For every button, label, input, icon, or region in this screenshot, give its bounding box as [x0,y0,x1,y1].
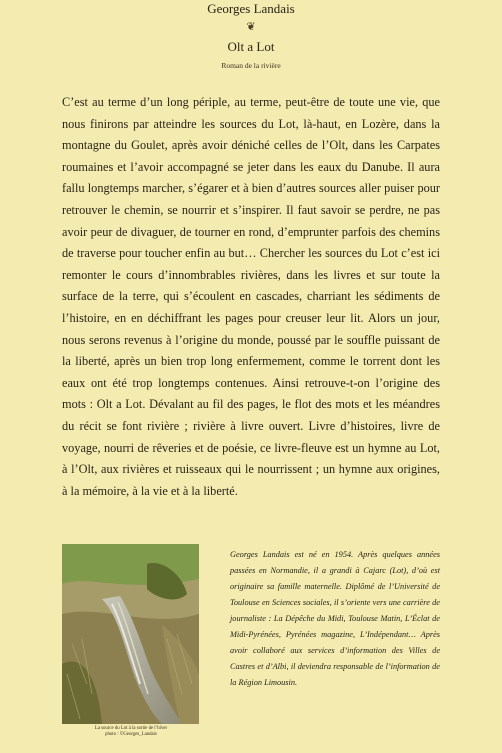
book-author: Georges Landais [207,1,295,16]
book-subtitle: Roman de la rivière [221,61,281,70]
river-source-image [62,544,199,724]
blurb-text: C’est au terme d’un long périple, au terme, peut-être de toute une vie, que nous finirons par atteindre les sources du Lot, là-haut, en Lozère, dans la montagne du Goulet, après avoir déniché celles de l’Olt, dans les Carpates roumaines et l’avoir accompagné se jeter dans les eaux du Danube. Il aura fallu longtemps marcher, s’égarer et à bien d’autres sources aller puiser pour retrouver le chemin, se nourrir et s’inspirer. Il faut savoir se perdre, ne pas avoir peur de divaguer, de tourner en rond, d’emprunter parfois des chemins de traverse pour toucher enfin au but… Chercher les sources du Lot c’est ici remonter le cours d’innombrables rivières, dans les livres et sur toute la surface de la terre, qui s’écoulent en cascades, charriant les sédiments de l’histoire, en en déchiffrant les pages pour creuser leur lit. Alors un jour, nous serons revenus à l’origine du monde, poussé par le souffle puissant de la liberté, après un bien trop long enfermement, comme le torrent dont les eaux ont été trop longtemps contenues. Ainsi retrouve-t-on l’origine des mots : Olt a Lot. Dévalant au fil des pages, le flot des mots et les méandres du récit se font rivière ; rivière à livre ouvert. Livre d’histoires, livre de voyage, nourri de rêveries et de poésie, ce livre-fleuve est un hymne au Lot, à l’Olt, aux rivières et ruisseaux qui le nourrissent ; un hymne aux origines, à la mémoire, à la vie et à la liberté. [62,95,440,498]
ornament-icon: ❦ [246,21,256,33]
photo-credit: photo : ©Georges_Landais [105,732,157,737]
river-source-photo [62,544,199,724]
photo-caption-line1: La source du Lot à la sortie de l’hiver [94,726,168,731]
author-bio: Georges Landais est né en 1954. Après quelques années passées en Normandie, il a grandi à Cajarc (Lot), d’où est originaire sa famille maternelle. Diplômé de l’Université de Toulouse en Sciences sociales, il s’oriente vers une carrière de journaliste : La Dépêche du Midi, Toulouse Matin, L’Éclat de Midi-Pyrénées, Pyrénées magazine, L’Indépendant… Après avoir collaboré aux services d’information des Villes de Castres et d’Albi, il deviendra responsable de l’information de la Région Limousin. [230,550,440,687]
photo-caption [56,726,206,738]
book-title: Olt a Lot [227,39,275,54]
